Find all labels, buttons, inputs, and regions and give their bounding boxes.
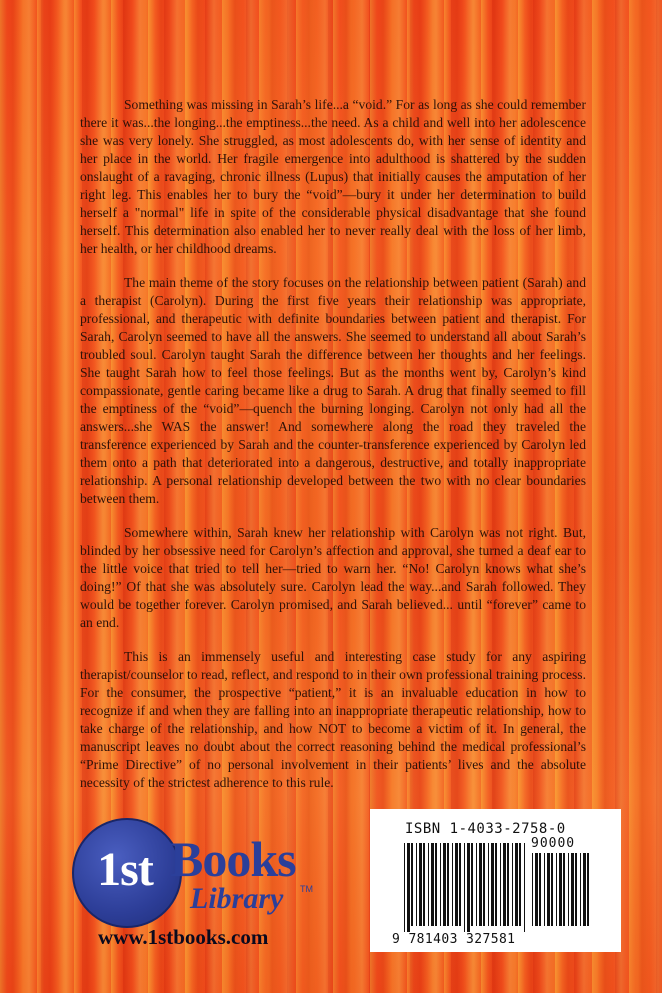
barcode-bar — [423, 843, 425, 926]
blurb-paragraph-1: Something was missing in Sarah’s life...a “void.” For as long as she could remember there it was...the longing...the emptiness...the need. As a child and well into her adolescence she was very lonely. She struggled, as most adolescents do, with her sense of identity and her place in the world. Her fragile emergence into adulthood is shattered by the sudden onslaught of a ravaging, chronic illness (Lupus) that initially causes the amputation of her right leg. This enables her to bury the “void”—bury it under her determination to build herself a "normal" life in spite of the considerable physical disadvantage that she found herself. This determination also enabled her to never really deal with the loss of her limb, her health, or her childhood dreams. — [80, 97, 586, 256]
barcode-bar — [551, 853, 553, 926]
barcode-bar — [512, 843, 513, 926]
barcode-bar — [547, 853, 550, 926]
barcode-bar — [428, 843, 429, 926]
barcode-bar — [411, 843, 413, 926]
barcode-bar — [488, 843, 489, 926]
barcode-bar — [419, 843, 422, 926]
barcode-bar — [568, 853, 569, 926]
barcode-bar — [431, 843, 434, 926]
barcode-bar — [443, 843, 446, 926]
barcode-bar — [471, 843, 473, 926]
barcode-bar — [556, 853, 557, 926]
barcode-digits: 9 781403 327581 — [392, 932, 516, 947]
barcode-bar — [539, 853, 541, 926]
barcode-bar — [515, 843, 518, 926]
barcode-bar — [519, 843, 521, 926]
barcode-bar — [587, 853, 589, 926]
barcode-bar — [452, 843, 453, 926]
barcode-bar — [407, 843, 410, 932]
barcode-bar — [404, 843, 405, 932]
barcode-bar — [459, 843, 461, 926]
barcode-bar — [583, 853, 586, 926]
barcode-bar — [571, 853, 574, 926]
barcode-bar — [447, 843, 449, 926]
back-cover-text — [80, 96, 586, 808]
barcode-bar — [532, 853, 533, 926]
barcode-bar — [440, 843, 441, 926]
barcode-bar — [503, 843, 506, 926]
barcode-bar — [479, 843, 482, 926]
barcode-bar — [455, 843, 458, 926]
barcode-bar — [563, 853, 565, 926]
barcode-bar — [507, 843, 509, 926]
barcode-bar — [476, 843, 477, 926]
blurb-paragraph-3: Somewhere within, Sarah knew her relationship with Carolyn was not right. But, blinded by her obsessive need for Carolyn’s affection and approval, she turned a deaf ear to the little voice that tried to tell her—tried to warn her. “No! Carolyn knows what she’s doing!” Of that she was absolutely sure. Carolyn lead the way...and Sarah followed. They would be together forever. Carolyn promised, and Sarah believed... until “forever” came to an end. — [80, 525, 586, 630]
publisher-website: www.1stbooks.com — [98, 925, 269, 949]
logo-1st-text: 1st — [97, 843, 153, 896]
price-code: 90000 — [531, 836, 576, 851]
isbn-barcode-box — [370, 809, 621, 952]
barcode-bar — [544, 853, 545, 926]
barcode-bar — [500, 843, 501, 926]
barcode-bar — [491, 843, 494, 926]
barcode-bar — [559, 853, 562, 926]
barcode-bar — [575, 853, 577, 926]
barcode-bar — [495, 843, 497, 926]
barcode-bar — [535, 853, 538, 926]
barcode-bar — [416, 843, 417, 926]
barcode-bar — [435, 843, 437, 926]
isbn-number: ISBN 1-4033-2758-0 — [405, 821, 566, 837]
barcode-bar — [483, 843, 485, 926]
barcode-bar — [464, 843, 465, 932]
blurb-paragraph-2: The main theme of the story focuses on the relationship between patient (Sarah) and a therapist (Carolyn). During the first five years their relationship was appropriate, professional, and therapeutic with definite boundaries between patient and therapist. For Sarah, Carolyn seemed to have all the answers. She seemed to understand all about Sarah’s troubled soul. Carolyn taught Sarah the difference between her thoughts and her feelings. She taught Sarah how to feel those feelings. But as the months went by, Carolyn’s kind compassionate, gentle caring became like a drug to Sarah. A drug that finally seemed to fill the emptiness of the “void”—quench the burning longing. Carolyn not only had all the answers...she WAS the answer! And somewhere along the road they traveled the transference experienced by Sarah and the counter-transference experienced by Carolyn led them onto a path that deteriorated into a dangerous, destructive, and totally inappropriate relationship. A personal relationship developed between the two with no clear boundaries between them. — [80, 275, 586, 506]
logo-trademark: TM — [300, 884, 313, 894]
logo-books-text: Books — [170, 831, 296, 887]
barcode-bar — [580, 853, 581, 926]
barcode-bar — [467, 843, 470, 932]
logo-library-text: Library — [190, 882, 284, 915]
publisher-logo — [72, 818, 332, 928]
barcode-bar — [524, 843, 525, 932]
blurb-paragraph-4: This is an immensely useful and interesting case study for any aspiring therapist/counselor to read, reflect, and respond to in their own professional training process. For the consumer, the prospective “patient,” it is an invaluable education in how to recognize if and when they are falling into an inappropriate therapeutic relationship, how to take charge of the relationship, and how NOT to become a victim of it. In general, the manuscript leaves no doubt about the correct reasoning behind the medical professional’s “Prime Directive” of no personal involvement in their patients’ lives and the absolute necessity of the strictest adherence to this rule. — [80, 649, 586, 790]
